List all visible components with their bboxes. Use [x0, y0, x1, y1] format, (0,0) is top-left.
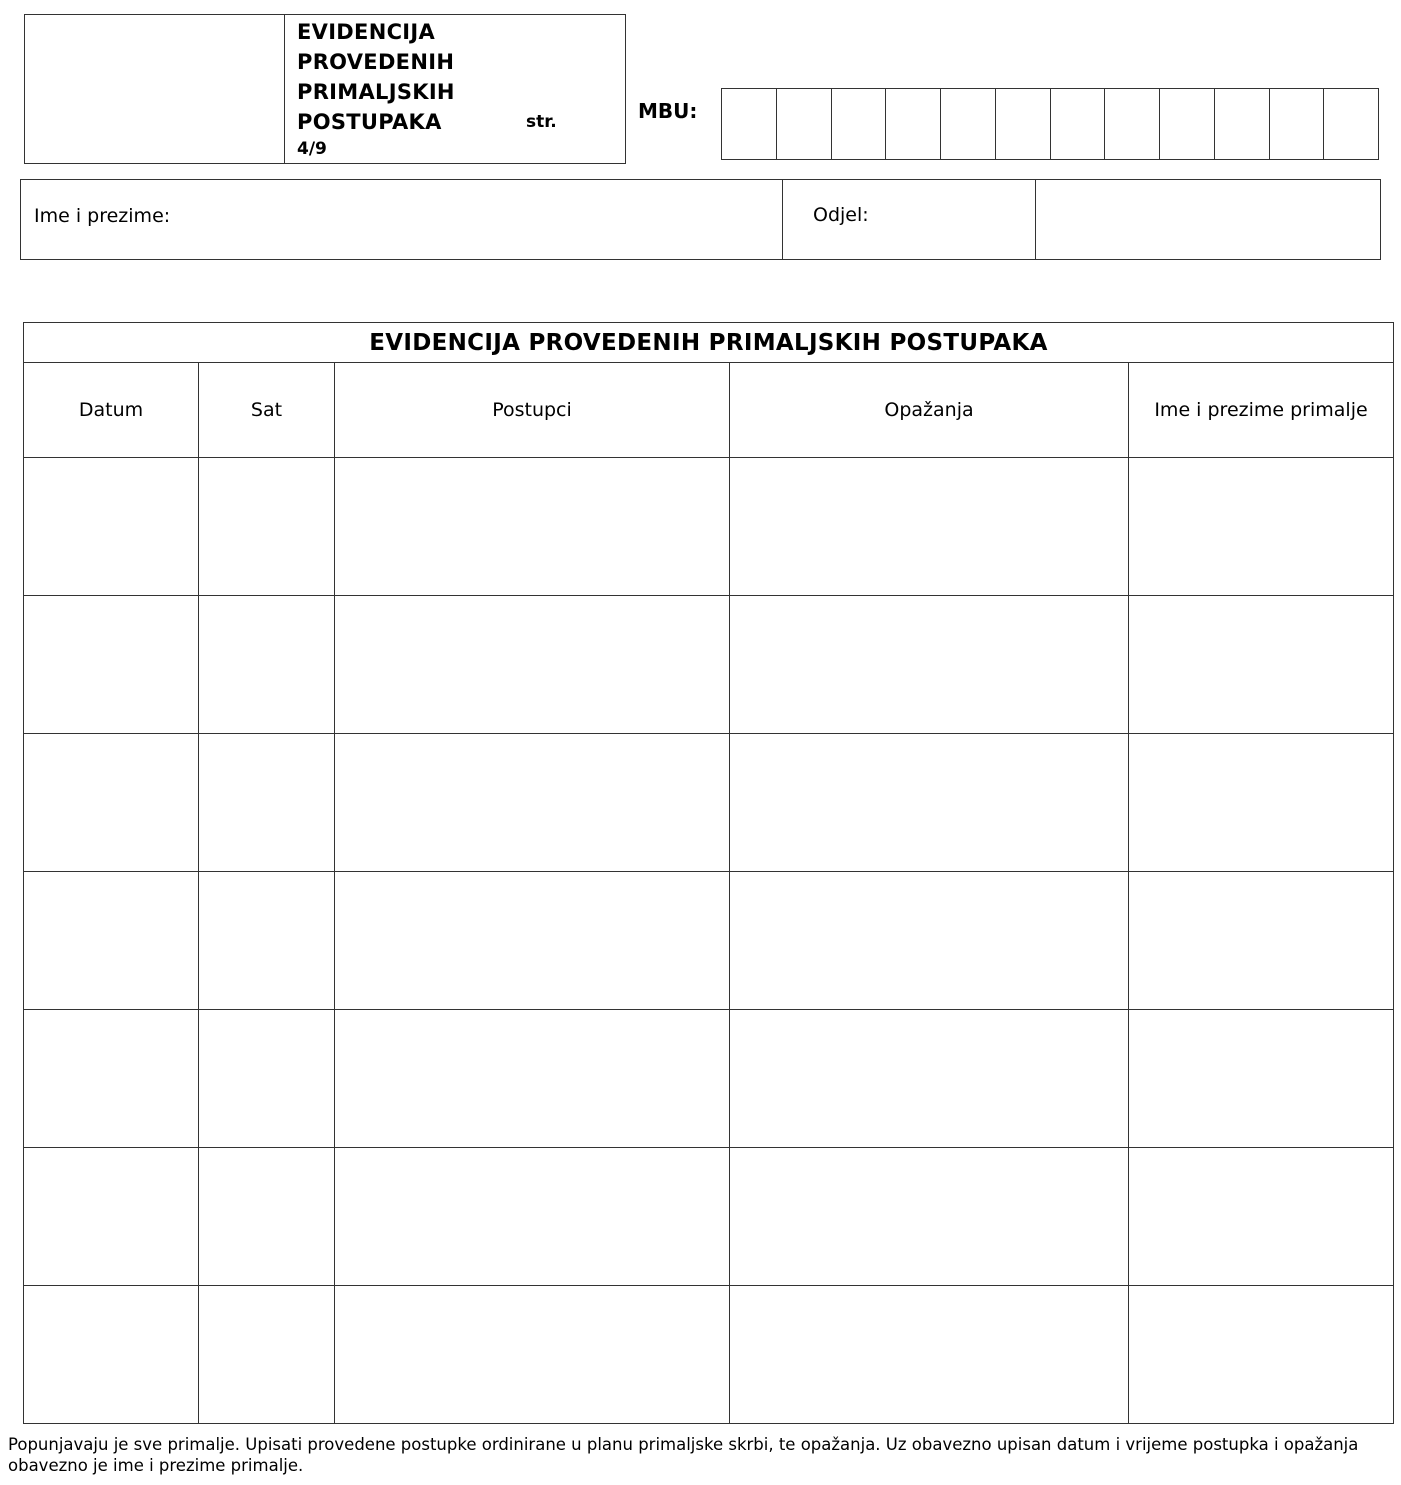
mbu-digit-box[interactable] [1215, 89, 1270, 159]
time-cell[interactable] [199, 734, 335, 872]
department-label: Odjel: [813, 204, 869, 226]
midwife-name-cell[interactable] [1129, 1148, 1394, 1286]
table-row [24, 734, 1394, 872]
observations-cell[interactable] [730, 1010, 1129, 1148]
column-header-midwife-name: Ime i prezime primalje [1129, 363, 1394, 458]
form-title [297, 17, 455, 137]
form-title-line: EVIDENCIJA [297, 20, 436, 44]
procedures-cell[interactable] [335, 458, 730, 596]
table-row [24, 458, 1394, 596]
footer-note: Popunjavaju je sve primalje. Upisati provedene postupke ordinirane u planu primaljske skrbi, te opažanja. Uz obavezno upisan datum i vrijeme postupka i opažanja obavezno je ime i prezime primalje. [8, 1435, 1359, 1475]
logo-area [24, 14, 286, 164]
mbu-digit-box[interactable] [1270, 89, 1325, 159]
mbu-digit-box[interactable] [1160, 89, 1215, 159]
date-cell[interactable] [24, 1010, 199, 1148]
mbu-digit-box[interactable] [832, 89, 887, 159]
date-cell[interactable] [24, 1286, 199, 1424]
procedures-cell[interactable] [335, 734, 730, 872]
midwife-name-cell[interactable] [1129, 872, 1394, 1010]
mbu-digit-box[interactable] [941, 89, 996, 159]
form-title-line: POSTUPAKA [297, 110, 442, 134]
table-row [24, 872, 1394, 1010]
midwife-name-cell[interactable] [1129, 458, 1394, 596]
procedures-cell[interactable] [335, 872, 730, 1010]
midwife-name-cell[interactable] [1129, 596, 1394, 734]
observations-cell[interactable] [730, 734, 1129, 872]
date-cell[interactable] [24, 872, 199, 1010]
department-field[interactable] [782, 179, 1036, 260]
observations-cell[interactable] [730, 596, 1129, 734]
time-cell[interactable] [199, 1286, 335, 1424]
table-row [24, 1010, 1394, 1148]
observations-cell[interactable] [730, 458, 1129, 596]
form-title-line: PRIMALJSKIH [297, 80, 455, 104]
midwife-name-cell[interactable] [1129, 734, 1394, 872]
procedures-table [23, 322, 1394, 1424]
patient-info-row [20, 179, 1381, 260]
procedures-cell[interactable] [335, 1148, 730, 1286]
mbu-digit-box[interactable] [1051, 89, 1106, 159]
date-cell[interactable] [24, 1148, 199, 1286]
page-label: str. [526, 112, 557, 132]
procedures-cell[interactable] [335, 1286, 730, 1424]
column-header-date: Datum [24, 363, 199, 458]
table-title: EVIDENCIJA PROVEDENIH PRIMALJSKIH POSTUPAKA [24, 323, 1394, 363]
table-row [24, 1148, 1394, 1286]
mbu-digit-box[interactable] [886, 89, 941, 159]
procedures-cell[interactable] [335, 1010, 730, 1148]
time-cell[interactable] [199, 458, 335, 596]
midwife-name-cell[interactable] [1129, 1286, 1394, 1424]
form-title-box [284, 14, 626, 164]
observations-cell[interactable] [730, 1286, 1129, 1424]
mbu-digit-box[interactable] [777, 89, 832, 159]
observations-cell[interactable] [730, 1148, 1129, 1286]
form-title-line: PROVEDENIH [297, 50, 455, 74]
mbu-digit-box[interactable] [1105, 89, 1160, 159]
page-number: 4/9 [297, 139, 327, 159]
observations-cell[interactable] [730, 872, 1129, 1010]
date-cell[interactable] [24, 596, 199, 734]
mbu-digit-box[interactable] [722, 89, 777, 159]
name-label: Ime i prezime: [34, 205, 171, 227]
time-cell[interactable] [199, 596, 335, 734]
date-cell[interactable] [24, 734, 199, 872]
midwife-name-cell[interactable] [1129, 1010, 1394, 1148]
mbu-digit-box[interactable] [1324, 89, 1378, 159]
time-cell[interactable] [199, 1148, 335, 1286]
time-cell[interactable] [199, 872, 335, 1010]
table-row [24, 596, 1394, 734]
mbu-digit-box[interactable] [996, 89, 1051, 159]
date-cell[interactable] [24, 458, 199, 596]
table-body [24, 458, 1394, 1424]
mbu-input-boxes[interactable] [721, 88, 1379, 160]
time-cell[interactable] [199, 1010, 335, 1148]
table-row [24, 1286, 1394, 1424]
mbu-label: MBU: [638, 99, 698, 123]
column-header-time: Sat [199, 363, 335, 458]
procedures-cell[interactable] [335, 596, 730, 734]
column-header-observations: Opažanja [730, 363, 1129, 458]
column-header-procedures: Postupci [335, 363, 730, 458]
